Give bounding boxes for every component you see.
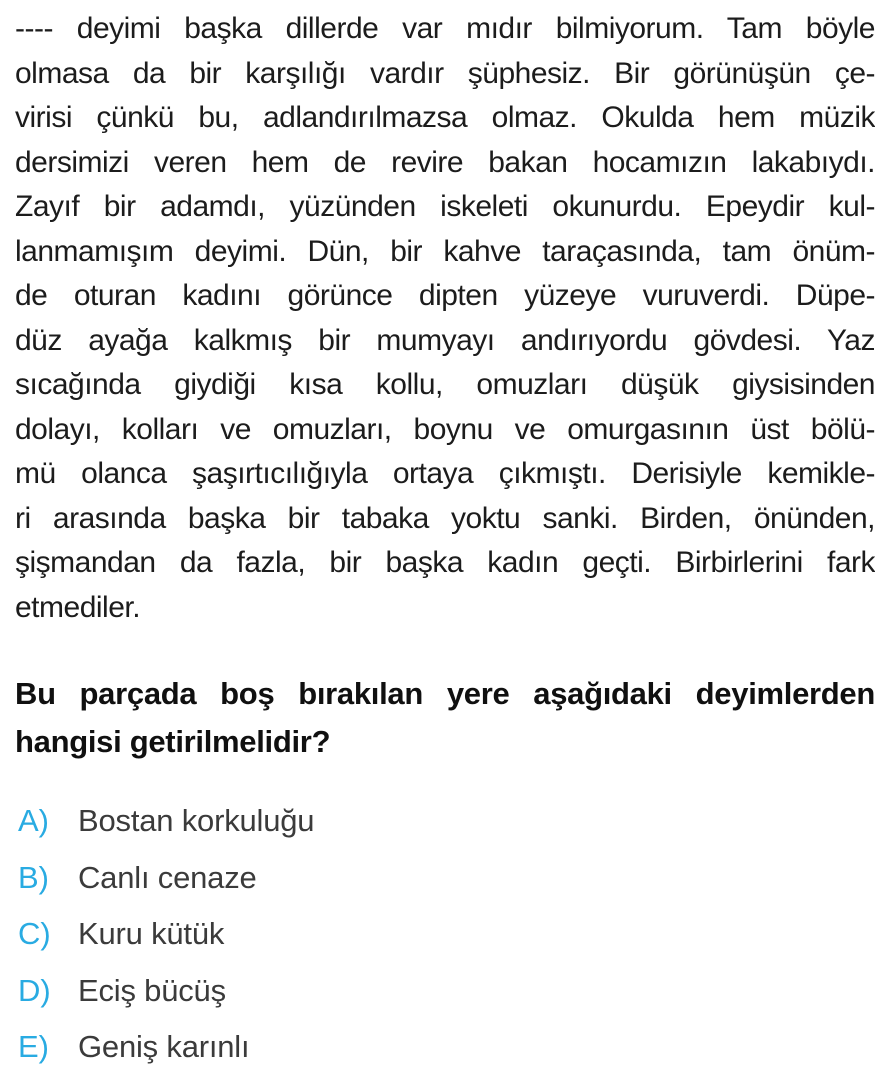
passage-line: etmediler. [15, 590, 141, 624]
passage-line: virisi çünkü bu, adlandırılmazsa olmaz. Okulda hem müzik [15, 101, 875, 134]
passage-line: ri arasında başka bir tabaka yoktu sanki. Birden, önünden, [15, 501, 875, 535]
option-letter: D) [18, 972, 51, 1008]
option-text: Bostan korkuluğu [78, 803, 315, 838]
option-b[interactable] [15, 860, 875, 896]
passage-line: lanmamışım deyimi. Dün, bir kahve taraçasında, tam önüm- [15, 234, 875, 268]
option-letter: C) [18, 916, 51, 951]
question-line: hangisi getirilmelidir? [15, 723, 331, 759]
option-a[interactable] [15, 803, 875, 839]
option-d[interactable] [15, 973, 875, 1009]
options-list [15, 803, 875, 1065]
option-letter: A) [18, 803, 49, 838]
option-c[interactable] [15, 916, 875, 952]
passage-line: ---- deyimi başka dillerde var mıdır bilmiyorum. Tam böyle [15, 12, 875, 45]
passage-line: Zayıf bir adamdı, yüzünden iskeleti okunurdu. Epeydir kul- [15, 190, 875, 223]
passage-line: şişmandan da fazla, bir başka kadın geçti. Birbirlerini fark [15, 546, 875, 579]
passage-line: sıcağında giydiği kısa kollu, omuzları düşük giysisinden [15, 368, 875, 401]
option-e[interactable] [15, 1029, 875, 1065]
option-text: Eciş bücüş [78, 972, 226, 1008]
option-text: Geniş karınlı [78, 1029, 250, 1064]
passage-line: mü olanca şaşırtıcılığıyla ortaya çıkmıştı. Derisiyle kemikle- [15, 457, 875, 490]
passage-line: dersimizi veren hem de revire bakan hocamızın lakabıydı. [15, 145, 875, 179]
option-text: Kuru kütük [78, 916, 225, 951]
passage-line: dolayı, kolları ve omuzları, boynu ve omurgasının üst bölü- [15, 412, 875, 446]
option-letter: E) [18, 1029, 49, 1064]
passage [15, 7, 875, 630]
option-text: Canlı cenaze [78, 859, 257, 895]
passage-line: de oturan kadını görünce dipten yüzeye vuruverdi. Düpe- [15, 279, 875, 312]
option-letter: B) [18, 859, 49, 895]
question-line: Bu parçada boş bırakılan yere aşağıdaki deyimlerden [15, 676, 875, 711]
passage-line: düz ayağa kalkmış bir mumyayı andırıyordu gövdesi. Yaz [15, 323, 875, 357]
question-text [15, 670, 875, 765]
passage-line: olmasa da bir karşılığı vardır şüphesiz. Bir görünüşün çe- [15, 56, 875, 90]
